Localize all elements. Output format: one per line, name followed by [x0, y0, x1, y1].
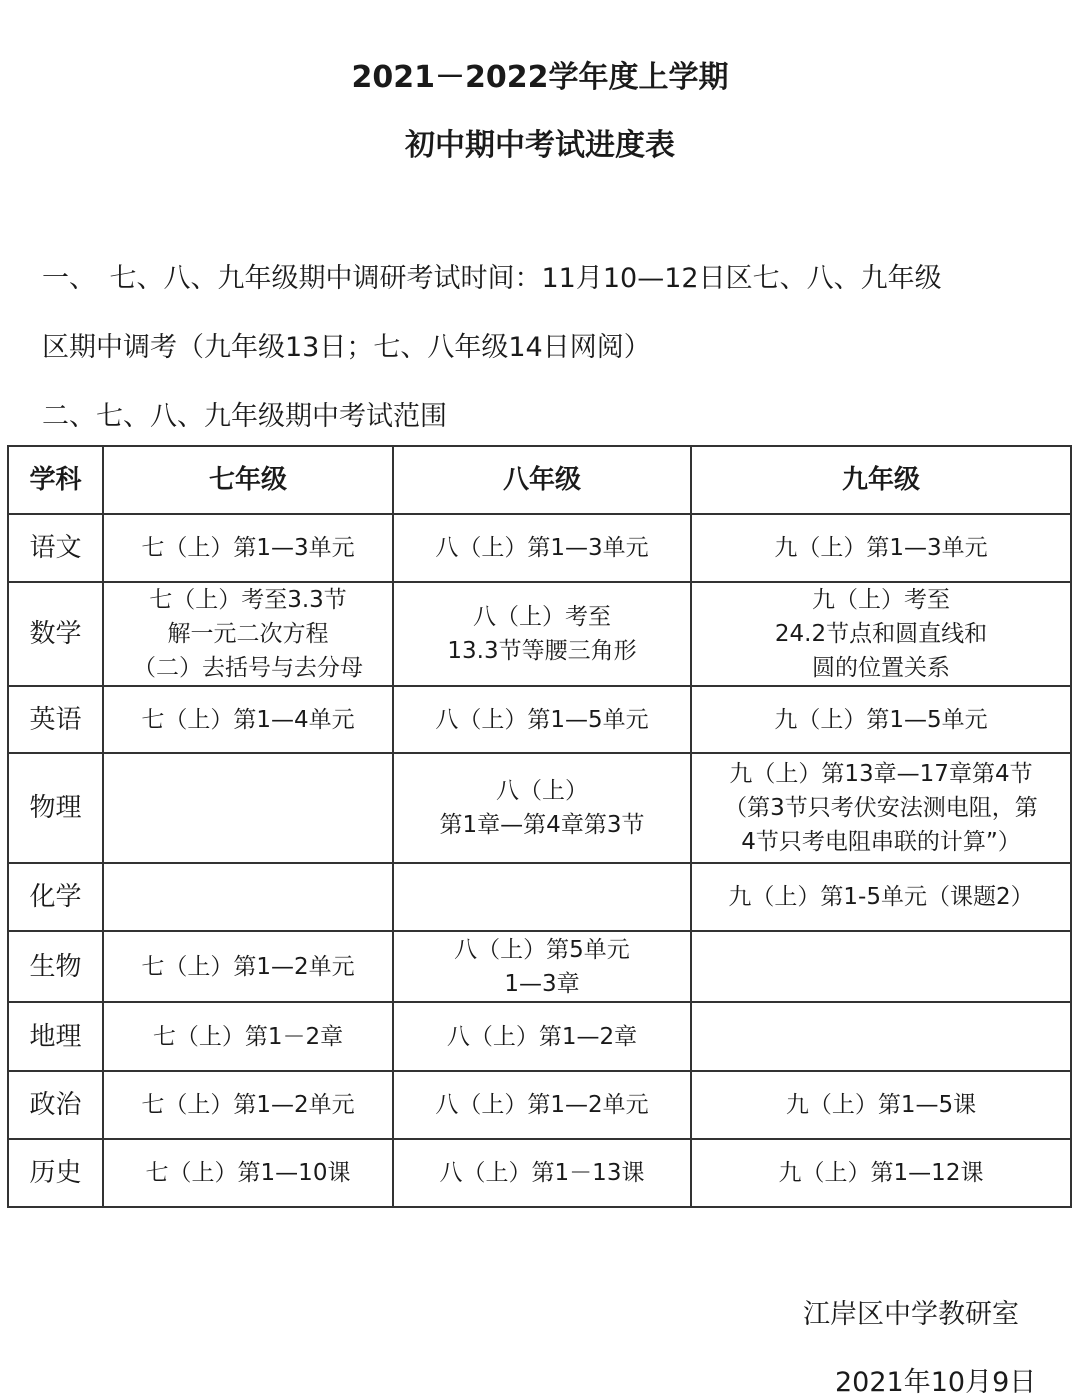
scope-text: 八（上）第1—2单元 [435, 1092, 649, 1118]
scope-text: 4节只考电阻串联的计算”） [741, 829, 1021, 855]
scope-text: 九（上）考至 [812, 587, 950, 613]
scope-text: 九（上）第1—3单元 [774, 535, 988, 561]
scope-cell-g8 [393, 1071, 691, 1139]
header-grade9: 九年级 [691, 446, 1071, 514]
header-subject: 学科 [8, 446, 103, 514]
scope-text: 七（上）第1—10课 [145, 1160, 351, 1186]
subject-cell: 地理 [8, 1002, 103, 1071]
scope-cell-g9 [691, 1139, 1071, 1207]
document-title: 2021－2022学年度上学期 [351, 60, 729, 95]
scope-text: 八（上）第1—2章 [446, 1023, 638, 1050]
scope-cell-g7 [103, 686, 393, 753]
scope-cell-g9 [691, 753, 1071, 863]
subject-cell: 英语 [8, 686, 103, 753]
scope-text: （第3节只考伏安法测电阻，第 [724, 795, 1038, 821]
scope-text: 八（上）第5单元 [454, 936, 630, 963]
document-subtitle: 初中期中考试进度表 [405, 128, 675, 163]
scope-text: 八（上）第1—3单元 [435, 535, 649, 561]
table-row [8, 1139, 1071, 1207]
scope-cell-g9 [691, 931, 1071, 1002]
scope-cell-g7 [103, 1071, 393, 1139]
scope-text: 解一元二次方程 [167, 621, 329, 647]
scope-cell-g9 [691, 514, 1071, 582]
table-row [8, 686, 1071, 753]
scope-text: 七（上）第1—2单元 [141, 953, 355, 980]
table-header-row [8, 446, 1071, 514]
scope-cell-g7 [103, 863, 393, 931]
table-row [8, 582, 1071, 686]
scope-cell-g8 [393, 931, 691, 1002]
scope-cell-g9 [691, 1002, 1071, 1071]
header-grade7: 七年级 [103, 446, 393, 514]
signature-date: 2021年10月9日 [835, 1367, 1037, 1398]
table-row [8, 931, 1071, 1002]
signature-org: 江岸区中学教研室 [803, 1299, 1019, 1330]
scope-text: 七（上）第1－2章 [152, 1023, 344, 1050]
scope-text: 七（上）考至3.3节 [149, 587, 347, 613]
section2-heading: 二、七、八、九年级期中考试范围 [42, 401, 447, 432]
scope-text: 圆的位置关系 [812, 655, 950, 681]
scope-cell-g8 [393, 582, 691, 686]
scope-text: 24.2节点和圆直线和 [774, 621, 988, 647]
subject-cell: 历史 [8, 1139, 103, 1207]
scope-text: （二）去括号与去分母 [133, 655, 363, 681]
table-row [8, 514, 1071, 582]
scope-cell-g9 [691, 863, 1071, 931]
subject-cell: 政治 [8, 1071, 103, 1139]
scope-text: 1—3章 [504, 970, 580, 997]
scope-text: 九（上）第1-5单元（课题2） [728, 884, 1034, 910]
scope-cell-g8 [393, 1002, 691, 1071]
scope-text: 八（上）第1—5单元 [435, 706, 649, 733]
scope-text: 13.3节等腰三角形 [447, 638, 637, 664]
scope-cell-g7 [103, 514, 393, 582]
scope-cell-g8 [393, 514, 691, 582]
table-row [8, 1071, 1071, 1139]
scope-cell-g7 [103, 1139, 393, 1207]
scope-cell-g7 [103, 753, 393, 863]
scope-text: 第1章—第4章第3节 [439, 812, 645, 838]
scope-cell-g7 [103, 582, 393, 686]
table-row [8, 1002, 1071, 1071]
scope-text: 九（上）第1—12课 [778, 1160, 984, 1186]
scope-cell-g7 [103, 931, 393, 1002]
section1-line1: 一、 七、八、九年级期中调研考试时间：11月10—12日区七、八、九年级 [42, 263, 942, 294]
scope-text: 九（上）第13章—17章第4节 [729, 761, 1033, 787]
section1-line2: 区期中调考（九年级13日；七、八年级14日网阅） [42, 332, 651, 363]
scope-cell-g9 [691, 1071, 1071, 1139]
exam-scope-table [7, 445, 1072, 1208]
table-row [8, 863, 1071, 931]
header-grade8: 八年级 [393, 446, 691, 514]
subject-cell: 语文 [8, 514, 103, 582]
subject-cell: 数学 [8, 582, 103, 686]
subject-cell: 化学 [8, 863, 103, 931]
scope-text: 七（上）第1—4单元 [141, 706, 355, 733]
subject-cell: 生物 [8, 931, 103, 1002]
scope-text: 七（上）第1—2单元 [141, 1092, 355, 1118]
scope-text: 八（上）第1－13课 [439, 1160, 645, 1186]
scope-text: 九（上）第1—5课 [785, 1092, 977, 1118]
scope-cell-g8 [393, 753, 691, 863]
scope-text: 八（上） [496, 778, 588, 804]
scope-cell-g7 [103, 1002, 393, 1071]
scope-cell-g8 [393, 863, 691, 931]
scope-cell-g9 [691, 582, 1071, 686]
scope-text: 九（上）第1—5单元 [774, 706, 988, 733]
scope-cell-g8 [393, 686, 691, 753]
subject-cell: 物理 [8, 753, 103, 863]
table-row [8, 753, 1071, 863]
scope-text: 七（上）第1—3单元 [141, 535, 355, 561]
scope-cell-g9 [691, 686, 1071, 753]
scope-text: 八（上）考至 [473, 604, 611, 630]
scope-cell-g8 [393, 1139, 691, 1207]
